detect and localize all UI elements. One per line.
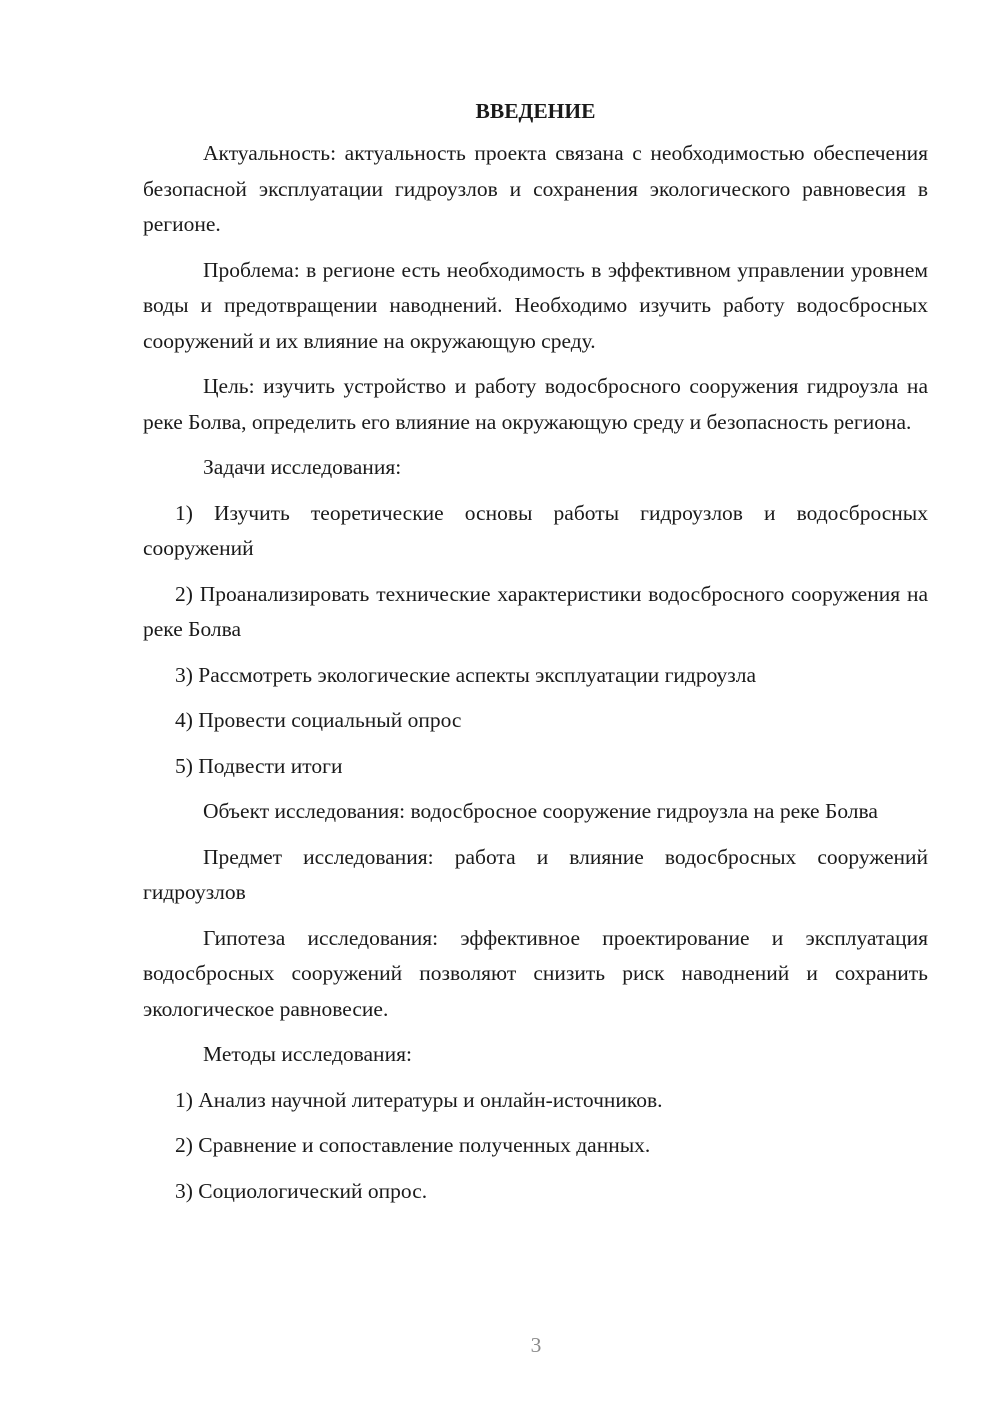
task-item-5: 5) Подвести итоги [175, 753, 343, 778]
goal-paragraph: Цель: изучить устройство и работу водосбросного сооружения гидроузла на реке Болва, определить его влияние на окружающую среду и безопасность региона. [143, 374, 928, 434]
page-number: 3 [530, 1333, 542, 1357]
task-item-4: 4) Провести социальный опрос [175, 708, 462, 732]
section-title: ВВЕДЕНИЕ [475, 99, 596, 123]
method-item-1: 1) Анализ научной литературы и онлайн-источников. [175, 1087, 663, 1112]
object-paragraph: Объект исследования: водосбросное сооружение гидроузла на реке Болва [203, 799, 878, 823]
tasks-heading: Задачи исследования: [203, 455, 402, 479]
task-item-1: 1) Изучить теоретические основы работы гидроузлов и водосбросных сооружений [143, 500, 928, 560]
document-page [143, 96, 928, 1219]
methods-heading: Методы исследования: [203, 1042, 412, 1066]
hypothesis-paragraph: Гипотеза исследования: эффективное проектирование и эксплуатация водосбросных сооружений позволяют снизить риск наводнений и сохранить экологическое равновесие. [143, 925, 928, 1021]
task-item-3: 3) Рассмотреть экологические аспекты эксплуатации гидроузла [175, 662, 757, 687]
method-item-2: 2) Сравнение и сопоставление полученных данных. [175, 1133, 651, 1157]
task-item-2: 2) Проанализировать технические характеристики водосбросного сооружения на реке Болва [143, 581, 928, 641]
problem-paragraph: Проблема: в регионе есть необходимость в эффективном управлении уровнем воды и предотвращении наводнений. Необходимо изучить работу водосбросных сооружений и их влияние на окружающую среду. [143, 257, 928, 353]
relevance-paragraph: Актуальность: актуальность проекта связана с необходимостью обеспечения безопасной эксплуатации гидроузлов и сохранения экологического равновесия в регионе. [143, 141, 928, 236]
method-item-3: 3) Социологический опрос. [175, 1178, 428, 1203]
subject-paragraph: Предмет исследования: работа и влияние водосбросных сооружений гидроузлов [143, 844, 928, 904]
